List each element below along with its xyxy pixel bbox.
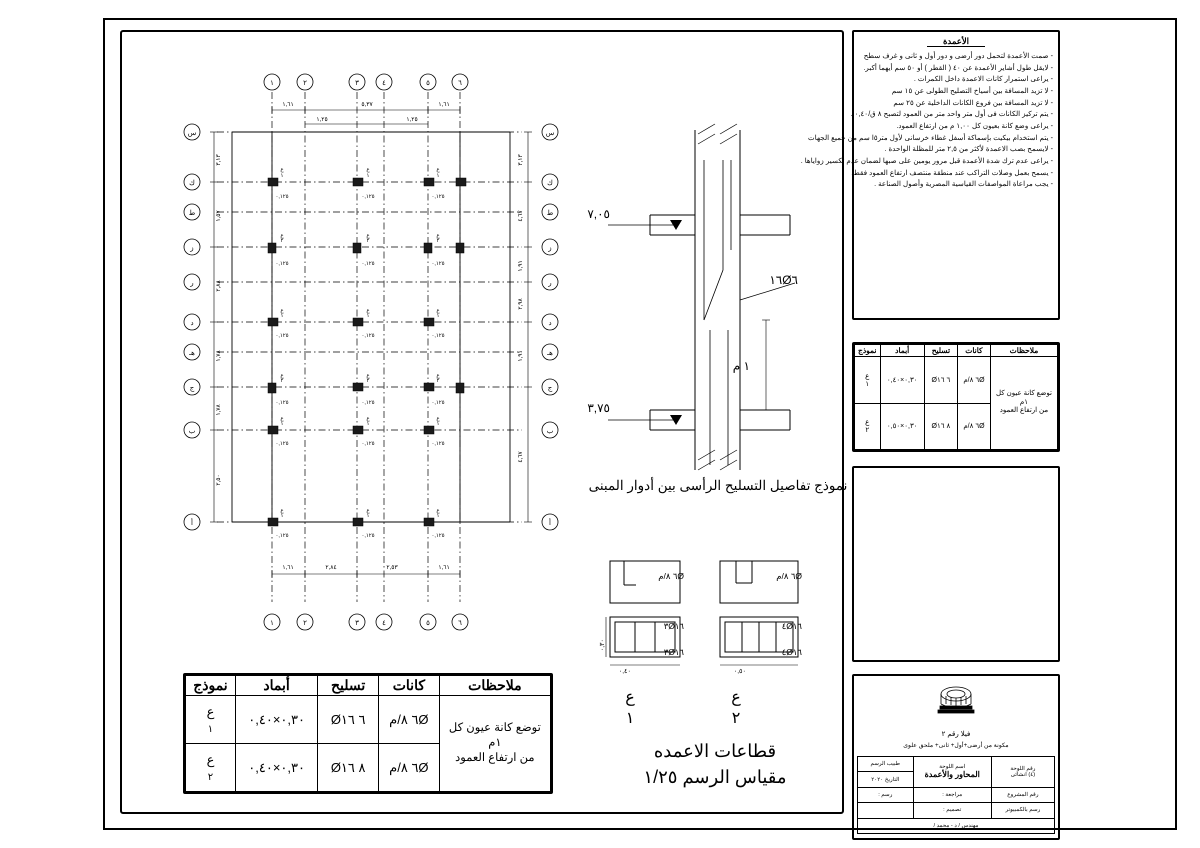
svg-text:ع: ع [280, 373, 284, 379]
scell-stirrups: ٦Ø ٨/م [957, 357, 990, 404]
scell-stirrups: ٦Ø ٨/م [957, 403, 990, 450]
svg-text:٠,١٢٥: ٠,١٢٥ [361, 261, 375, 267]
svg-text:٠,١٢٥: ٠,١٢٥ [361, 533, 375, 539]
rebar-label: ١٦Ø٦ [769, 273, 798, 287]
svg-text:ع: ع [280, 508, 284, 514]
svg-text:ز: ز [548, 245, 552, 252]
note-item: - لايقل طول أشاير الأعمدة عن ٤٠ ( القطر ) أو ٥٠ سم أيهما أكبر. [863, 62, 1053, 72]
svg-text:ر: ر [548, 280, 552, 287]
svg-text:١,٩١: ١,٩١ [518, 260, 524, 272]
svg-text:٤,٦٧: ٤,٦٧ [518, 210, 524, 222]
svg-text:١: ١ [280, 421, 284, 427]
vertical-reinforcement-detail [587, 120, 890, 500]
cell-draw: رسم : [858, 787, 914, 802]
sections-scale: مقياس الرسم ١/٢٥ [643, 767, 787, 788]
table-row [186, 696, 551, 744]
svg-text:ع: ع [366, 233, 370, 239]
svg-text:د: د [548, 320, 552, 327]
cell-model: ع ٢ [186, 744, 236, 792]
svg-text:ع: ع [436, 233, 440, 239]
grid-label-bottom-5: ٥ [426, 620, 430, 627]
svg-text:ع: ع [280, 308, 284, 314]
svg-text:٢,٨٤: ٢,٨٤ [325, 565, 337, 571]
svg-text:٠,١٢٥: ٠,١٢٥ [431, 333, 445, 339]
svg-text:٠,١٢٥: ٠,١٢٥ [275, 333, 289, 339]
svg-text:١: ١ [366, 313, 370, 319]
sec1-height: ٠,٣٠ [599, 639, 606, 652]
notes-panel [800, 30, 1060, 320]
note-item: - صمت الأعمدة لتحمل دور أرضى و دور أول و ثانى و غرف سطح [863, 51, 1053, 60]
svg-text:١,٢٥: ١,٢٥ [406, 117, 418, 123]
cell-review: مراجعة : [913, 787, 991, 802]
svg-text:١,٧٨: ١,٧٨ [216, 350, 222, 362]
sth-stirrups: كانات [957, 345, 990, 357]
svg-text:٠,١٢٥: ٠,١٢٥ [431, 533, 445, 539]
svg-text:ع: ع [366, 308, 370, 314]
level-bottom-label: ٣,٧٥ [587, 401, 610, 415]
column-schedule-table [183, 673, 553, 794]
svg-text:ع: ع [280, 167, 284, 173]
svg-text:٤,٦٧: ٤,٦٧ [518, 451, 524, 463]
svg-text:١: ١ [280, 513, 284, 519]
sec2-width: ٠,٥٠ [733, 668, 746, 675]
th-dims: أبماد [235, 676, 317, 696]
note-item: - يراعى وضع كانة بعيون كل ١,٠٠ م من ارتفاع العمود. [896, 120, 1053, 130]
svg-text:١: ١ [436, 313, 440, 319]
svg-text:١: ١ [366, 173, 370, 179]
sec1-width: ٠,٤٠ [618, 668, 631, 675]
grid-label-bottom-6: ٦ [458, 620, 462, 627]
scell-model: ع ١ [855, 357, 881, 404]
note-item: - يراعى عدم ترك شدة الأعمدة قبل مرور يومين على صبها لضمان عدم تكسير زواياها . [800, 155, 1053, 165]
scell-model: ع ٢ [855, 403, 881, 450]
svg-text:ز: ز [190, 245, 194, 252]
svg-text:١,٧٨: ١,٧٨ [216, 404, 222, 416]
cell-notes: توضع كانة عيون كل ١م من ارتفاع العمود [439, 696, 550, 792]
cell-engineer: مهندس / د - محمد / [858, 818, 1055, 833]
svg-text:ع: ع [436, 167, 440, 173]
sec1-top-bars-label: ٣Ø١٦ [663, 621, 684, 631]
svg-text:١,٦١: ١,٦١ [282, 565, 294, 571]
sth-notes: ملاحظات [990, 345, 1057, 357]
th-stirrups: كانات [379, 676, 440, 696]
sec2-bottom-bars-label: ٤Ø١٦ [781, 647, 802, 657]
svg-text:أ: أ [549, 520, 551, 527]
svg-text:٢: ٢ [366, 238, 370, 244]
svg-text:٠,١٢٥: ٠,١٢٥ [361, 194, 375, 200]
note-item: - يسمح بعمل وصلات التراكب عند منطقة منتصف ارتفاع العمود فقط. [851, 167, 1053, 177]
grid-label-top-5: ٥ [426, 80, 430, 87]
cell-dims: ٠,٣٠×٠,٤٠ [235, 744, 317, 792]
svg-text:هـ: هـ [189, 350, 195, 357]
sth-dims: أبماد [880, 345, 924, 357]
svg-text:٢: ٢ [366, 378, 370, 384]
svg-text:ع: ع [436, 373, 440, 379]
svg-text:١,٥٧: ١,٥٧ [216, 210, 222, 222]
svg-text:أ: أ [191, 520, 193, 527]
grid-label-bottom-4: ٤ [382, 620, 386, 627]
svg-text:٠,١٢٥: ٠,١٢٥ [431, 400, 445, 406]
column-sections [600, 555, 850, 675]
section-label-1: ع ١ [625, 689, 635, 727]
svg-text:ع: ع [366, 508, 370, 514]
svg-text:د: د [190, 320, 194, 327]
grid-label-top-4: ٤ [382, 80, 386, 87]
title-block [852, 674, 1060, 840]
grid-label-top-1: ١ [270, 80, 274, 87]
svg-text:ع: ع [436, 416, 440, 422]
project-line-1: فيلا رقم ٢ [941, 731, 971, 738]
svg-text:١: ١ [366, 421, 370, 427]
svg-text:٣,١٣: ٣,١٣ [518, 154, 524, 166]
svg-text:١: ١ [366, 513, 370, 519]
scell-dims: ٠,٣٠×٠,٥٠ [880, 403, 924, 450]
svg-text:٠,١٢٥: ٠,١٢٥ [275, 194, 289, 200]
svg-text:ع: ع [436, 308, 440, 314]
cell-date-label: التاريخ ٢٠٢٠ [858, 772, 914, 787]
svg-text:هـ: هـ [547, 350, 553, 357]
svg-text:ب: ب [188, 428, 196, 435]
cell-blank [858, 803, 914, 818]
notes-title: الأعمدة [854, 36, 1058, 47]
grid-label-bottom-3: ٣ [355, 620, 359, 627]
sth-reinf: تسليح [924, 345, 957, 357]
note-item: - لايسمح بصب الاعمدة لأكثر من ٢,٥ متر للمظلة الواحدة . [884, 144, 1053, 154]
drawing-name-label: اسم اللوحة [939, 764, 966, 771]
cell-dims: ٠,٣٠×٠,٤٠ [235, 696, 317, 744]
svg-text:٣,١٣: ٣,١٣ [216, 154, 222, 166]
svg-text:٢,٩٨: ٢,٩٨ [518, 298, 524, 310]
right-column [800, 30, 1060, 829]
notes-list [800, 50, 1053, 190]
svg-text:٠,١٢٥: ٠,١٢٥ [431, 441, 445, 447]
svg-text:٢,٨٨: ٢,٨٨ [216, 280, 222, 292]
scell-dims: ٠,٣٠×٠,٤٠ [880, 357, 924, 404]
svg-text:٢: ٢ [280, 378, 284, 384]
table-header-row [186, 676, 551, 696]
cell-design: تصميم : [913, 803, 991, 818]
svg-text:٠,١٢٥: ٠,١٢٥ [431, 194, 445, 200]
svg-text:٠,١٢٥: ٠,١٢٥ [275, 261, 289, 267]
small-table-row [855, 357, 1058, 404]
small-table-header-row [855, 345, 1058, 357]
svg-text:٢: ٢ [436, 378, 440, 384]
svg-text:٠,١٢٥: ٠,١٢٥ [275, 400, 289, 406]
sec2-top-bars-label: ٤Ø١٦ [781, 621, 802, 631]
level-top-label: ٧,٠٥ [587, 207, 610, 221]
scell-reinf: ٦ Ø١٦ [924, 357, 957, 404]
svg-text:ع: ع [366, 416, 370, 422]
note-item: - لا تزيد المسافة بين أسياخ التصليح الطولى عن ١٥ سم [891, 85, 1053, 95]
svg-text:ك: ك [189, 180, 195, 187]
svg-text:١: ١ [436, 513, 440, 519]
cell-model: ع ١ [186, 696, 236, 744]
note-item: - يتم استخدام بيكيت بإسماكة أسفل غطاء خرسانى لأول متر٥ا سم من جميع الجهات [808, 132, 1053, 142]
svg-text:٢,٥٠: ٢,٥٠ [216, 474, 222, 486]
svg-text:٢,٥٣: ٢,٥٣ [386, 565, 398, 571]
drawing-number-value: (٤) انشائى [1010, 771, 1036, 778]
title-block-grid [857, 756, 1055, 834]
svg-text:١,٦١: ١,٦١ [282, 102, 294, 108]
scell-reinf: ٨ Ø١٦ [924, 403, 957, 450]
svg-text:٠,١٢٥: ٠,١٢٥ [361, 400, 375, 406]
cell-stirrups: ٦Ø ٨/م [379, 744, 440, 792]
grid-label-top-3: ٣ [355, 80, 359, 87]
svg-text:ط: ط [188, 210, 196, 217]
svg-text:س: س [187, 130, 197, 137]
grid-label-bottom-1: ١ [270, 620, 274, 627]
scell-notes: توضع كانة عيون كل ١م من ارتفاع العمود [990, 357, 1057, 450]
drawing-name-value: المحاور والأعمدة [924, 770, 980, 780]
cell-stirrups: ٦Ø ٨/م [379, 696, 440, 744]
section-label-2: ع ٢ [731, 689, 741, 727]
svg-text:١: ١ [280, 313, 284, 319]
drawing-number-label: رقم اللوحة [1010, 765, 1036, 772]
sections-title: قطاعات الاعمده [653, 741, 777, 761]
svg-text:ك: ك [547, 180, 553, 187]
sec1-bottom-bars-label: ٣Ø١٦ [663, 647, 684, 657]
svg-text:ج: ج [547, 385, 553, 392]
vertical-detail-caption: نموذج تفاصيل التسليح الرأسى بين أدوار المبنى [588, 478, 848, 493]
svg-text:٥,٣٧: ٥,٣٧ [361, 102, 373, 108]
note-item: - يراعى استمرار كانات الاعمدة داخل الكمرات . [913, 74, 1053, 84]
grid-label-top-2: ٢ [303, 80, 307, 87]
grid-label-bottom-2: ٢ [303, 620, 307, 627]
sth-model: نموذج [855, 345, 881, 357]
svg-text:ج: ج [189, 385, 195, 392]
svg-text:١: ١ [280, 173, 284, 179]
svg-text:١,٩١: ١,٩١ [518, 350, 524, 362]
blank-panel [852, 466, 1060, 662]
th-reinf: تسليح [318, 676, 379, 696]
svg-text:٠,١٢٥: ٠,١٢٥ [275, 441, 289, 447]
cell-reinf: ٦ Ø١٦ [318, 696, 379, 744]
svg-text:١: ١ [436, 421, 440, 427]
svg-text:٢: ٢ [436, 238, 440, 244]
svg-text:٠,١٢٥: ٠,١٢٥ [275, 533, 289, 539]
project-line-2: مكونة من أرضى+أول+ ثانى+ ملحق علوى [903, 742, 1009, 749]
office-logo [854, 682, 1058, 731]
th-notes: ملاحظات [439, 676, 550, 696]
cell-computer-draw: رسم بالكمبيوتر [991, 803, 1054, 818]
svg-text:٠,١٢٥: ٠,١٢٥ [361, 333, 375, 339]
note-item: - يجب مراعاة المواصفات القياسية المصرية وأصول الصناعة . [874, 179, 1053, 189]
svg-text:ع: ع [280, 233, 284, 239]
svg-text:٠,١٢٥: ٠,١٢٥ [431, 261, 445, 267]
sections-caption [600, 738, 830, 790]
th-model: نموذج [186, 676, 236, 696]
svg-text:س: س [545, 130, 555, 137]
note-item: - لا تزيد المسافة بين فروع الكانات الداخلية عن ٢٥ سم [893, 97, 1053, 107]
svg-text:١: ١ [436, 173, 440, 179]
svg-text:ع: ع [366, 167, 370, 173]
height-label: ١ م [732, 359, 750, 373]
svg-text:١,٢٥: ١,٢٥ [316, 117, 328, 123]
svg-text:ع: ع [280, 416, 284, 422]
svg-text:٠,١٢٥: ٠,١٢٥ [361, 441, 375, 447]
column-schedule-small-table [852, 342, 1060, 452]
svg-text:ع: ع [366, 373, 370, 379]
sec2-stirrup-label: ٦Ø ٨/م [776, 571, 802, 581]
svg-text:١,٦١: ١,٦١ [438, 102, 450, 108]
cell-project-number: رقم المشروع [991, 787, 1054, 802]
note-item: - يتم تركيز الكانات فى أول متر واحد متر من العمود لتصبح ٨ ق/٠,٤٠ . [850, 109, 1053, 119]
cell-reinf: ٨ Ø١٦ [318, 744, 379, 792]
svg-text:ر: ر [190, 280, 194, 287]
svg-text:ب: ب [546, 428, 554, 435]
cell-reviewer-label: طبيب الرسم [858, 757, 914, 772]
svg-text:ط: ط [546, 210, 554, 217]
grid-label-top-6: ٦ [458, 80, 462, 87]
svg-text:١,٦١: ١,٦١ [438, 565, 450, 571]
sec1-stirrup-label: ٦Ø ٨/م [658, 571, 684, 581]
svg-text:٢: ٢ [280, 238, 284, 244]
svg-text:ع: ع [436, 508, 440, 514]
